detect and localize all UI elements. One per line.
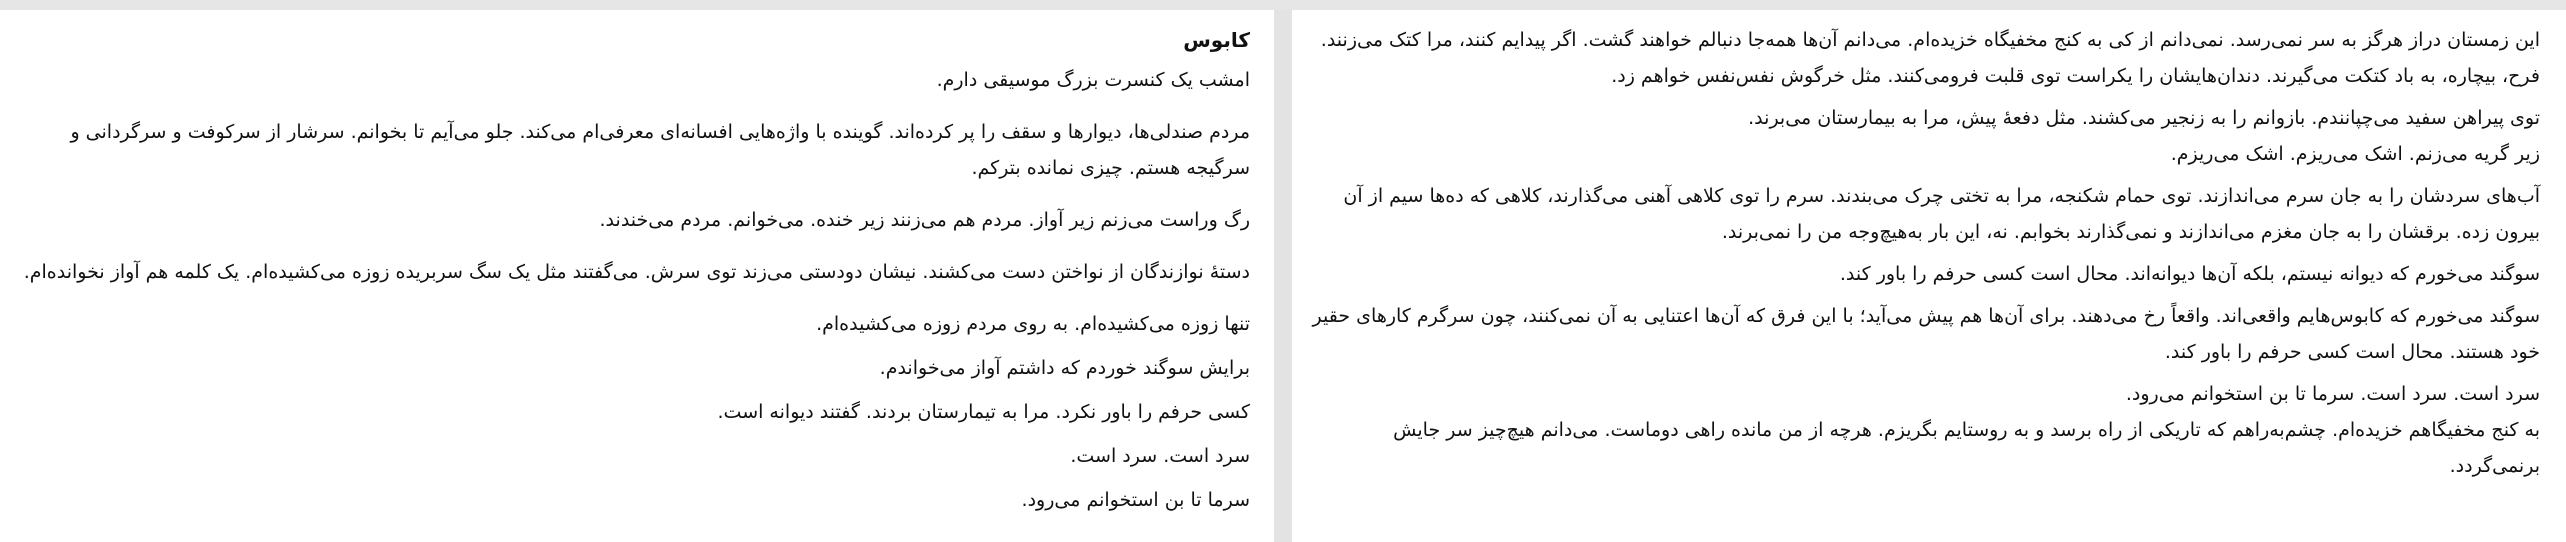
viewer-top-strip (0, 0, 2566, 10)
page-gutter (1274, 10, 1292, 542)
paragraph: سوگند می‌خورم که کابوس‌هایم واقعی‌اند. واقعاً رخ می‌دهند. برای آن‌ها هم پیش می‌آید؛ با این فرق که آن‌ها اعتنایی به آن نمی‌کنند، چون سرگرم کارهای حقیر خود هستند. محال است کسی حرفم را باور کند. (1312, 305, 2540, 363)
paragraph: امشب یک کنسرت بزرگ موسیقی دارم. (936, 69, 1250, 91)
paragraph: دستهٔ نوازندگان از نواختن دست می‌کشند. نیشان دودستی می‌زند توی سرش. می‌گفتند مثل یک سگ سربریده زوزه می‌کشیده‌ام. یک کلمه هم آواز نخوانده‌ام. (23, 261, 1250, 283)
paragraph: سوگند می‌خورم که دیوانه نیستم، بلکه آن‌ها دیوانه‌اند. محال است کسی حرفم را باور کند. (1839, 263, 2540, 285)
page-right (1292, 10, 2566, 542)
paragraph: آب‌های سردشان را به جان سرم می‌اندازند. توی حمام شکنجه، مرا به تختی چرک می‌بندند. سرم را توی کلاهی آهنی می‌گذارند، کلاهی که ده‌ها سیم از آن بیرون زده. برقشان را به جان مغزم می‌اندازند و نمی‌گذارند بخوابم. نه، این بار به‌هیچ‌وجه من را نمی‌برند. (1343, 185, 2540, 243)
paragraph: سرد است. سرد است. (1070, 445, 1250, 467)
paragraph: کسی حرفم را باور نکرد. مرا به تیمارستان بردند. گفتند دیوانه است. (717, 401, 1250, 423)
paragraph: زیر گریه می‌زنم. اشک می‌ریزم. اشک می‌ریزم. (2170, 143, 2540, 165)
paragraph: این زمستان دراز هرگز به سر نمی‌رسد. نمی‌دانم از کی به کنج مخفیگاه خزیده‌ام. می‌دانم آن‌ها همه‌جا دنبالم خواهند گشت. اگر پیدایم کنند، مرا کتک می‌زنند. فرح، بیچاره، به باد کتکت می‌گیرند. دندان‌هایشان را یکراست توی قلبت فرومی‌کنند. مثل خرگوش نفس‌نفس خواهم زد. (1320, 29, 2540, 87)
paragraph: تنها زوزه می‌کشیده‌ام. به روی مردم زوزه می‌کشیده‌ام. (816, 313, 1250, 335)
paragraph: سرد است. سرد است. سرما تا بن استخوانم می‌رود. (2125, 383, 2540, 405)
paragraph: برایش سوگند خوردم که داشتم آواز می‌خواندم. (879, 357, 1250, 379)
paragraph: مردم صندلی‌ها، دیوارها و سقف را پر کرده‌اند. گوینده با واژه‌هایی افسانه‌ای معرفی‌ام می‌کند. جلو می‌آیم تا بخوانم. سرشار از سرکوفت و سرگردانی و سرگیجه هستم. چیزی نمانده بترکم. (70, 121, 1250, 179)
paragraph: سرما تا بن استخوانم می‌رود. (1021, 489, 1250, 511)
page-title: کابوس (1183, 28, 1250, 52)
paragraph: به کنج مخفیگاهم خزیده‌ام. چشم‌به‌راهم که تاریکی از راه برسد و به روستایم بگریزم. هرچه از من مانده راهی دوماست. می‌دانم هیچ‌چیز سر جایش برنمی‌گردد. (1393, 419, 2540, 477)
paragraph: رگ وراست می‌زنم زیر آواز. مردم هم می‌زنند زیر خنده. می‌خوانم. مردم می‌خندند. (599, 209, 1250, 231)
paragraph: توی پیراهن سفید می‌چپانندم. بازوانم را به زنجیر می‌کشند. مثل دفعهٔ پیش، مرا به بیمارستان می‌برند. (1748, 107, 2540, 129)
page-left (0, 10, 1274, 542)
